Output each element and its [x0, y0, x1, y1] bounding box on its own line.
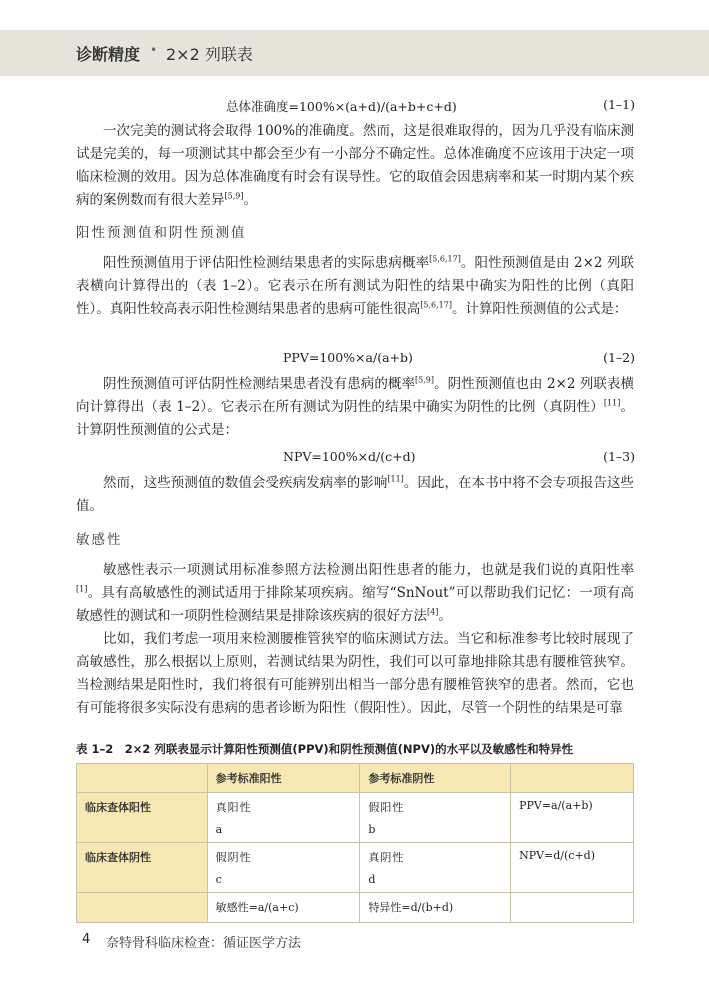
- row-label-empty: [77, 893, 208, 923]
- formula-ppv: PPV=100%×a/(a+b): [283, 350, 413, 365]
- col-header-empty: [511, 764, 634, 793]
- paragraph-example: 比如，我们考虑一项用来检测腰椎管狭窄的临床测试方法。当它和标准参考比较时展现了高敏感性，那么根据以上原则，若测试结果为阴性，我们可以可靠地排除其患有腰椎管狭窄。当检测结果是阳性时，我们将很有可能辨别出相当一部分患有腰椎管狭窄的患者。然而，它也有可能将很多实际没有患病的患者诊断为阳性（假阳性）。因此，尽管一个阴性的结果是可靠: [76, 631, 634, 716]
- running-header: [0, 30, 709, 76]
- col-header-reference-negative: 参考标准阴性: [360, 764, 511, 793]
- paragraph-sensitivity: 敏感性表示一项测试用标准参照方法检测出阳性患者的能力，也就是我们说的真阳性率[1]。具有高敏感性的测试适用于排除某项疾病。缩写“SnNout”可以帮助我们记忆：一项有高敏感性的测试和一项阴性检测结果是排除该疾病的很好方法[4]。: [76, 562, 634, 624]
- section-heading-sensitivity: 敏感性: [76, 532, 123, 548]
- paragraph-accuracy: 一次完美的测试将会取得 100%的准确度。然而，这是很难取得的，因为几乎没有临床测试是完美的，每一项测试其中都会至少有一小部分不确定性。总体准确度不应该用于决定一项临床检测的效用。因为总体准确度有时会有误导性。它的取值会因患病率和某一时期内某个疾病的案例数而有很大差异[5,9]。: [76, 123, 634, 208]
- equation-number-1-3: (1–3): [603, 449, 635, 464]
- book-title: 奈特骨科临床检查：循证医学方法: [106, 936, 302, 951]
- formula-accuracy: 总体准确度=100%×(a+d)/(a+b+c+d): [226, 99, 457, 114]
- table-caption: 表 1–2 2×2 列联表显示计算阳性预测值(PPV)和阴性预测值(NPV)的水平以及敏感性和特异性: [76, 742, 574, 756]
- equation-number-1-1: (1–1): [603, 97, 635, 112]
- formula-npv: NPV=100%×d/(c+d): [283, 449, 416, 464]
- table-corner-cell: [77, 764, 208, 793]
- section-heading-predictive-values: 阳性预测值和阴性预测值: [76, 225, 247, 241]
- cell-true-negative: 真阴性 d: [360, 843, 511, 893]
- cell-true-positive: 真阳性 a: [207, 793, 360, 843]
- cell-specificity-formula: 特异性=d/(b+d): [360, 893, 511, 923]
- table-row: [77, 793, 634, 843]
- header-bullet: •: [150, 43, 158, 57]
- cell-sensitivity-formula: 敏感性=a/(a+c): [207, 893, 360, 923]
- cell-ppv-formula: PPV=a/(a+b): [511, 793, 634, 843]
- table-header-row: [77, 764, 634, 793]
- cell-false-positive: 假阳性 b: [360, 793, 511, 843]
- col-header-reference-positive: 参考标准阳性: [207, 764, 360, 793]
- cell-npv-formula: NPV=d/(c+d): [511, 843, 634, 893]
- paragraph-npv: 阴性预测值可评估阴性检测结果患者没有患病的概率[5,9]。阴性预测值也由 2×2 列联表横向计算得出（表 1–2）。它表示在所有测试为阴性的结果中确实为阴性的比例（真阴性）[11]。计算阴性预测值的公式是：: [76, 375, 635, 438]
- cell-false-negative: 假阴性 c: [207, 843, 360, 893]
- contingency-table: [76, 763, 634, 923]
- paragraph-prevalence-note: 然而，这些预测值的数值会受疾病发病率的影响[11]。因此，在本书中将不会专项报告这些值。: [76, 474, 635, 514]
- cell-empty: [511, 893, 634, 923]
- row-label-exam-negative: 临床查体阴性: [77, 843, 208, 893]
- paragraph-ppv: 阳性预测值用于评估阳性检测结果患者的实际患病概率[5,6,17]。阳性预测值是由 2×2 列联表横向计算得出的（表 1–2）。它表示在所有测试为阳性的结果中确实为阳性的比例（真阳性）。真阳性较高表示阳性检测结果患者的患病可能性很高[5,6,17]。计算阳性预测值的公式是：: [76, 254, 634, 317]
- header-subtitle: 2×2 列联表: [166, 45, 253, 64]
- header-title: 诊断精度: [76, 45, 141, 64]
- page-number: 4: [82, 932, 91, 947]
- table-row: [77, 893, 634, 923]
- equation-number-1-2: (1–2): [603, 350, 635, 365]
- table-row: [77, 843, 634, 893]
- row-label-exam-positive: 临床查体阳性: [77, 793, 208, 843]
